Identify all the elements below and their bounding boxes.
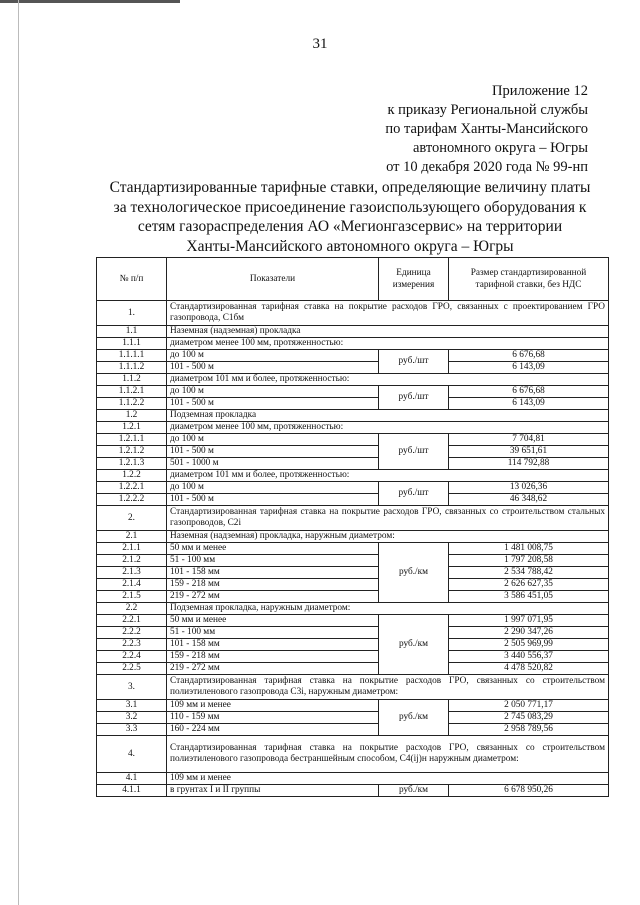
- table-row: [97, 639, 609, 651]
- table-row: [97, 446, 609, 458]
- table-row: [97, 374, 609, 386]
- title-line: за технологическое присоединение газоиспользующего оборудования к: [113, 198, 587, 216]
- table-row: [97, 700, 609, 712]
- table-row: [97, 712, 609, 724]
- table-row: [97, 615, 609, 627]
- table-row: [97, 386, 609, 398]
- row-number: 3.1: [97, 700, 167, 712]
- row-number: 1.: [97, 301, 167, 326]
- page-number: 31: [312, 36, 328, 52]
- row-value: 1 481 008,75: [449, 543, 609, 555]
- appendix-line: Приложение 12: [492, 83, 588, 99]
- row-value: 114 792,88: [449, 458, 609, 470]
- appendix-line: по тарифам Ханты-Мансийского: [385, 121, 588, 137]
- table-row: [97, 410, 609, 422]
- document-title: [100, 178, 600, 256]
- row-value: 1 797 208,58: [449, 555, 609, 567]
- tariff-table: [96, 257, 609, 797]
- row-number: 2.2: [97, 603, 167, 615]
- row-number: 4.1: [97, 773, 167, 785]
- row-indicator: 109 мм и менее: [167, 700, 379, 712]
- row-number: 3.3: [97, 724, 167, 736]
- row-number: 2.2.4: [97, 651, 167, 663]
- table-row: [97, 422, 609, 434]
- row-indicator: 159 - 218 мм: [167, 651, 379, 663]
- table-row: [97, 675, 609, 700]
- row-indicator: диаметром менее 100 мм, протяженностью:: [167, 338, 609, 350]
- row-value: 4 478 520,82: [449, 663, 609, 675]
- table-row: [97, 567, 609, 579]
- row-number: 2.1.4: [97, 579, 167, 591]
- row-value: 6 676,68: [449, 350, 609, 362]
- row-indicator: диаметром 101 мм и более, протяженностью:: [167, 470, 609, 482]
- row-indicator: 501 - 1000 м: [167, 458, 379, 470]
- row-indicator: до 100 м: [167, 386, 379, 398]
- row-indicator: Стандартизированная тарифная ставка на покрытие расходов ГРО, связанных со строительством стальных газопроводов, C2i: [167, 506, 609, 531]
- table-row: [97, 326, 609, 338]
- title-line: Стандартизированные тарифные ставки, определяющие величину платы: [109, 179, 591, 196]
- row-indicator: Наземная (надземная) прокладка: [167, 326, 609, 338]
- row-unit: руб./км: [379, 700, 449, 736]
- row-unit: руб./шт: [379, 386, 449, 410]
- table-header-row: [97, 258, 609, 301]
- row-unit: руб./км: [379, 615, 449, 675]
- table-row: [97, 724, 609, 736]
- table-row: [97, 555, 609, 567]
- row-number: 1.1.2.1: [97, 386, 167, 398]
- row-indicator: 101 - 500 м: [167, 446, 379, 458]
- header-unit: Единица измерения: [379, 258, 449, 301]
- row-value: 6 143,09: [449, 362, 609, 374]
- table-row: [97, 663, 609, 675]
- row-indicator: 50 мм и менее: [167, 543, 379, 555]
- row-number: 1.2.1.3: [97, 458, 167, 470]
- appendix-line: к приказу Региональной службы: [387, 102, 588, 118]
- row-value: 2 290 347,26: [449, 627, 609, 639]
- row-indicator: 219 - 272 мм: [167, 591, 379, 603]
- row-indicator: 110 - 159 мм: [167, 712, 379, 724]
- header-name: Показатели: [167, 258, 379, 301]
- table-row: [97, 627, 609, 639]
- row-value: 3 440 556,37: [449, 651, 609, 663]
- table-row: [97, 470, 609, 482]
- row-value: 6 678 950,26: [449, 785, 609, 797]
- row-number: 1.2.2: [97, 470, 167, 482]
- row-number: 1.1: [97, 326, 167, 338]
- scan-margin-line: [18, 0, 19, 905]
- row-indicator: 101 - 158 мм: [167, 567, 379, 579]
- row-value: 6 676,68: [449, 386, 609, 398]
- row-number: 1.2.2.2: [97, 494, 167, 506]
- table-row: [97, 736, 609, 773]
- row-value: 6 143,09: [449, 398, 609, 410]
- row-indicator: диаметром 101 мм и более, протяженностью:: [167, 374, 609, 386]
- row-number: 1.2.1: [97, 422, 167, 434]
- table-row: [97, 494, 609, 506]
- table-row: [97, 398, 609, 410]
- row-value: 3 586 451,05: [449, 591, 609, 603]
- row-number: 2.1: [97, 531, 167, 543]
- row-indicator: 101 - 500 м: [167, 494, 379, 506]
- row-indicator: Стандартизированная тарифная ставка на покрытие расходов ГРО, связанных со строительством полиэтиленового газопровода C3i, наружным диаметром:: [167, 675, 609, 700]
- row-value: 2 745 083,29: [449, 712, 609, 724]
- appendix-line: автономного округа – Югры: [412, 140, 588, 156]
- row-indicator: 101 - 500 м: [167, 362, 379, 374]
- table-body: [97, 301, 609, 797]
- row-number: 1.2.1.2: [97, 446, 167, 458]
- row-value: 2 534 788,42: [449, 567, 609, 579]
- row-indicator: 51 - 100 мм: [167, 555, 379, 567]
- row-number: 2.1.3: [97, 567, 167, 579]
- row-unit: руб./км: [379, 543, 449, 603]
- row-indicator: Стандартизированная тарифная ставка на покрытие расходов ГРО, связанных с проектированием ГРО газопровода, C1бм: [167, 301, 609, 326]
- row-value: 39 651,61: [449, 446, 609, 458]
- row-number: 2.1.1: [97, 543, 167, 555]
- row-unit: руб./шт: [379, 482, 449, 506]
- table-row: [97, 579, 609, 591]
- row-indicator: 101 - 158 мм: [167, 639, 379, 651]
- row-indicator: Стандартизированная тарифная ставка на покрытие расходов ГРО, связанных со строительством полиэтиленового газопровода бестраншейным способом, C4(ij)н наружным диаметром:: [167, 736, 609, 773]
- table-row: [97, 338, 609, 350]
- table-row: [97, 603, 609, 615]
- row-indicator: 219 - 272 мм: [167, 663, 379, 675]
- row-indicator: Подземная прокладка: [167, 410, 609, 422]
- row-indicator: 160 - 224 мм: [167, 724, 379, 736]
- table-row: [97, 458, 609, 470]
- appendix-header: [268, 82, 588, 177]
- row-number: 1.1.1: [97, 338, 167, 350]
- table-row: [97, 434, 609, 446]
- table-row: [97, 301, 609, 326]
- row-indicator: до 100 м: [167, 482, 379, 494]
- row-indicator: 50 мм и менее: [167, 615, 379, 627]
- row-number: 1.1.1.2: [97, 362, 167, 374]
- row-value: 2 505 969,99: [449, 639, 609, 651]
- row-indicator: в грунтах I и II группы: [167, 785, 379, 797]
- title-line: Ханты-Мансийского автономного округа – Югры: [186, 237, 514, 255]
- row-value: 2 626 627,35: [449, 579, 609, 591]
- row-number: 1.2.2.1: [97, 482, 167, 494]
- row-number: 2.2.5: [97, 663, 167, 675]
- row-value: 2 050 771,17: [449, 700, 609, 712]
- row-number: 2.2.1: [97, 615, 167, 627]
- row-value: 2 958 789,56: [449, 724, 609, 736]
- table-row: [97, 773, 609, 785]
- row-number: 1.1.2.2: [97, 398, 167, 410]
- title-line: сетям газораспределения АО «Мегионгазсервис» на территории: [137, 218, 563, 235]
- header-num: № п/п: [97, 258, 167, 301]
- row-indicator: Наземная (надземная) прокладка, наружным диаметром:: [167, 531, 609, 543]
- row-number: 1.2.1.1: [97, 434, 167, 446]
- scan-edge: [0, 0, 180, 3]
- row-value: 7 704,81: [449, 434, 609, 446]
- table-row: [97, 651, 609, 663]
- row-number: 4.: [97, 736, 167, 773]
- table-row: [97, 531, 609, 543]
- row-unit: руб./шт: [379, 434, 449, 470]
- row-indicator: 159 - 218 мм: [167, 579, 379, 591]
- row-indicator: 101 - 500 м: [167, 398, 379, 410]
- row-unit: руб./шт: [379, 350, 449, 374]
- row-number: 3.2: [97, 712, 167, 724]
- row-number: 1.1.2: [97, 374, 167, 386]
- table-row: [97, 482, 609, 494]
- table-row: [97, 591, 609, 603]
- row-unit: руб./км: [379, 785, 449, 797]
- table-row: [97, 506, 609, 531]
- row-value: 1 997 071,95: [449, 615, 609, 627]
- row-indicator: до 100 м: [167, 350, 379, 362]
- table-row: [97, 350, 609, 362]
- row-value: 46 348,62: [449, 494, 609, 506]
- row-number: 2.1.2: [97, 555, 167, 567]
- row-number: 1.1.1.1: [97, 350, 167, 362]
- table-row: [97, 362, 609, 374]
- row-number: 2.2.2: [97, 627, 167, 639]
- row-indicator: 51 - 100 мм: [167, 627, 379, 639]
- row-number: 2.1.5: [97, 591, 167, 603]
- row-number: 4.1.1: [97, 785, 167, 797]
- appendix-line: от 10 декабря 2020 года № 99-нп: [386, 159, 588, 175]
- row-indicator: Подземная прокладка, наружным диаметром:: [167, 603, 609, 615]
- table-row: [97, 785, 609, 797]
- row-indicator: 109 мм и менее: [167, 773, 609, 785]
- row-value: 13 026,36: [449, 482, 609, 494]
- row-number: 1.2: [97, 410, 167, 422]
- table-row: [97, 543, 609, 555]
- row-indicator: до 100 м: [167, 434, 379, 446]
- row-number: 2.: [97, 506, 167, 531]
- row-number: 3.: [97, 675, 167, 700]
- header-value: Размер стандартизированной тарифной ставки, без НДС: [449, 258, 609, 301]
- row-number: 2.2.3: [97, 639, 167, 651]
- row-indicator: диаметром менее 100 мм, протяженностью:: [167, 422, 609, 434]
